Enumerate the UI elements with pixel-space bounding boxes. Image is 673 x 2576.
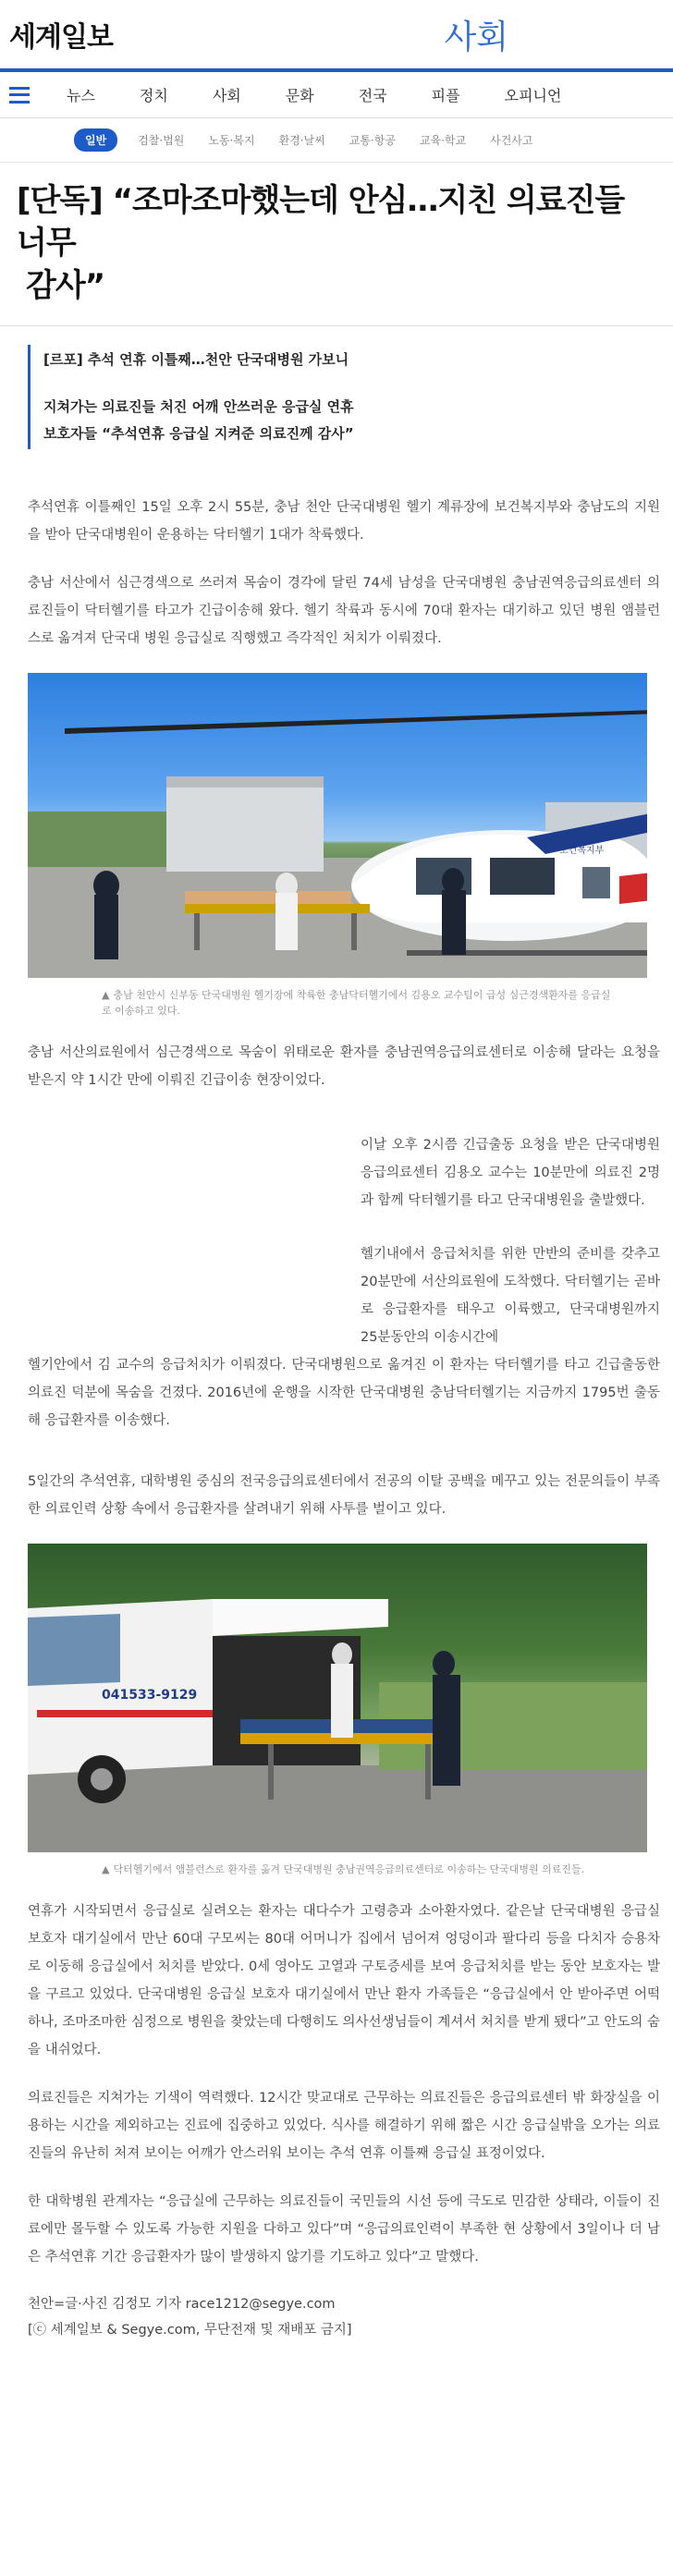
- subtitle-line: 지쳐가는 의료진들 처진 어깨 안쓰러운 응급실 연휴: [43, 398, 354, 415]
- helicopter-logo-text: 보건복지부: [559, 846, 605, 856]
- paragraph: 헬기내에서 응급처치를 위한 만반의 준비를 갖추고 20분만에 서산의료원에 도착했다. 닥터헬기는 곧바로 응급환자를 태우고 이륙했고, 단국대병원까지 25분동안의 이송시간에: [361, 1247, 660, 1345]
- copyright-notice: [ⓒ 세계일보 & Segye.com, 무단전재 및 재배포 금지]: [28, 2323, 352, 2338]
- article-title: [단독] “조마조마했는데 안심…지친 의료진들 너무 감사”: [17, 182, 625, 304]
- photo-figure-ambulance: [28, 1544, 647, 1877]
- subtitle-line: [르포] 추석 연휴 이틀째…천안 단국대병원 가보니: [43, 351, 349, 368]
- photo-caption: ▲ 충남 천안시 신부동 단국대병원 헬기장에 착륙한 충남닥터헬기에서 김용오 교수팀이 급성 심근경색환자를 응급실로 이송하고 있다.: [102, 989, 611, 1017]
- sub-nav: [0, 118, 673, 163]
- nav-item-nationwide[interactable]: 전국: [358, 87, 387, 104]
- paragraph: 충남 서산에서 심근경색으로 쓰러져 목숨이 경각에 달린 74세 남성을 단국대병원 충남권역응급의료센터 의료진들이 닥터헬기를 타고가 긴급이송해 왔다. 헬기 착륙과 동시에 70대 환자는 대기하고 있던 병원 앰블런스로 옮겨져 단국대 병원 응급실로 직행했고 즉각적인 처치가 이뤄졌다.: [28, 576, 660, 646]
- subtitle-line: 보호자들 “추석연휴 응급실 지켜준 의료진께 감사”: [43, 425, 354, 442]
- paragraph: 5일간의 추석연휴, 대학병원 중심의 전국응급의료센터에서 전공의 이탈 공백을 메꾸고 있는 전문의들이 부족한 의료인력 상황 속에서 응급환자를 살려내기 위해 사투를 벌이고 있다.: [28, 1474, 660, 1517]
- photo-caption: ▲ 닥터헬기에서 앰블런스로 환자를 옮겨 단국대병원 충남권역응급의료센터로 이송하는 단국대병원 의료진들.: [102, 1863, 585, 1875]
- paragraph: 추석연휴 이틀째인 15일 오후 2시 55분, 충남 천안 단국대병원 헬기 계류장에 보건복지부와 충남도의 지원을 받아 단국대병원이 운용하는 닥터헬기 1대가 착륙했다.: [28, 500, 660, 543]
- reporter-credit[interactable]: 천안=글·사진 김정모 기자 race1212@segye.com: [28, 2297, 336, 2312]
- caption-triangle-icon: ▲: [102, 1863, 110, 1875]
- paragraph: 연휴가 시작되면서 응급실로 실려오는 환자는 대다수가 고령층과 소아환자였다. 같은날 단국대병원 응급실 보호자 대기실에서 만난 60대 구모씨는 80대 어머니가 집에서 넘어져 엉덩이과 팔다리 등을 다치자 승용차로 이동해 응급실에서 처치를 받았다. 0세 영아도 고열과 구토증세를 보여 응급처치를 받는 동안 보호자는 발을 구르고 있었다. 단국대병원 응급실 보호자 대기실에서 만난 환자 가족들은 “응급실에서 안 받아주면 어떡하나, 조마조마한 심정으로 병원을 찾았는데 다행히도 의사선생님들이 계셔서 처치를 받게 됐다”고 안도의 숨을 내쉬었다.: [28, 1904, 660, 2057]
- paragraph: 의료진들은 지쳐가는 기색이 역력했다. 12시간 맞교대로 근무하는 의료진들은 응급의료센터 밖 화장실을 이용하는 시간을 제외하고는 진료에 집중하고 있었다. 식사를 해결하기 위해 짧은 시간 응급실밖을 오가는 의료진들의 유난히 처져 보이는 어깨가 안스러워 보이는 추석 연휴 이틀째 응급실 표정이었다.: [28, 2091, 660, 2161]
- nav-item-culture[interactable]: 문화: [285, 87, 314, 104]
- subnav-item-court[interactable]: 검찰·법원: [138, 134, 185, 147]
- section-title[interactable]: 사회: [444, 18, 508, 56]
- nav-item-society[interactable]: 사회: [212, 87, 241, 104]
- photo-figure-helicopter: [28, 673, 647, 1019]
- main-nav: [0, 72, 673, 118]
- nav-item-people[interactable]: 피플: [431, 87, 460, 104]
- site-logo[interactable]: 세계일보: [9, 21, 113, 54]
- nav-item-opinion[interactable]: 오피니언: [504, 87, 562, 104]
- subnav-item-environment[interactable]: 환경·날씨: [278, 134, 325, 147]
- subnav-item-traffic[interactable]: 교통·항공: [349, 134, 396, 147]
- floated-column: [28, 1131, 660, 1351]
- ambulance-photo: [28, 1544, 647, 1852]
- nav-item-news[interactable]: 뉴스: [67, 87, 95, 104]
- ambulance-plate-text: 041533-9129: [102, 1688, 198, 1703]
- paragraph: 헬기안에서 김 교수의 응급처치가 이뤄졌다. 단국대병원으로 옮겨진 이 환자는 닥터헬기를 타고 긴급출동한 의료진 덕분에 목숨을 건졌다. 2016년에 운행을 시작한 단국대병원 충남닥터헬기는 지금까지 1795번 출동해 응급환자를 이송했다.: [28, 1358, 660, 1428]
- ambulance-scene-illustration: [28, 1544, 647, 1852]
- menu-icon[interactable]: [9, 87, 30, 104]
- paragraph: 이날 오후 2시쯤 긴급출동 요청을 받은 단국대병원 응급의료센터 김용오 교수는 10분만에 의료진 2명과 함께 닥터헬기를 타고 단국대병원을 출발했다.: [361, 1138, 660, 1208]
- subnav-item-general[interactable]: 일반: [74, 128, 117, 152]
- paragraph: 충남 서산의료원에서 심근경색으로 목숨이 위태로운 환자를 충남권역응급의료센터로 이송해 달라는 요청을 받은지 약 1시간 만에 이뤄진 긴급이송 현장이었다.: [28, 1045, 660, 1088]
- article-body: [0, 494, 673, 2371]
- subnav-item-education[interactable]: 교육·학교: [419, 134, 467, 147]
- paragraph: 한 대학병원 관계자는 “응급실에 근무하는 의료진들이 국민들의 시선 등에 극도로 민감한 상태라, 이들이 진료에만 몰두할 수 있도록 가능한 지원을 다하고 있다”며 “응급의료인력이 부족한 현 상황에서 3일이나 더 남은 추석연휴 기간 응급환자가 많이 발생하지 않기를 기도하고 있다”고 말했다.: [28, 2194, 660, 2265]
- article-header: [0, 163, 673, 326]
- caption-triangle-icon: ▲: [102, 989, 110, 1001]
- helicopter-scene-illustration: [28, 673, 647, 978]
- subnav-item-incidents[interactable]: 사건사고: [490, 134, 533, 147]
- helicopter-photo: [28, 673, 647, 978]
- article-subtitle: [28, 345, 645, 449]
- subnav-item-labor[interactable]: 노동·복지: [208, 134, 255, 147]
- site-header: [0, 0, 673, 68]
- nav-item-politics[interactable]: 정치: [139, 87, 168, 104]
